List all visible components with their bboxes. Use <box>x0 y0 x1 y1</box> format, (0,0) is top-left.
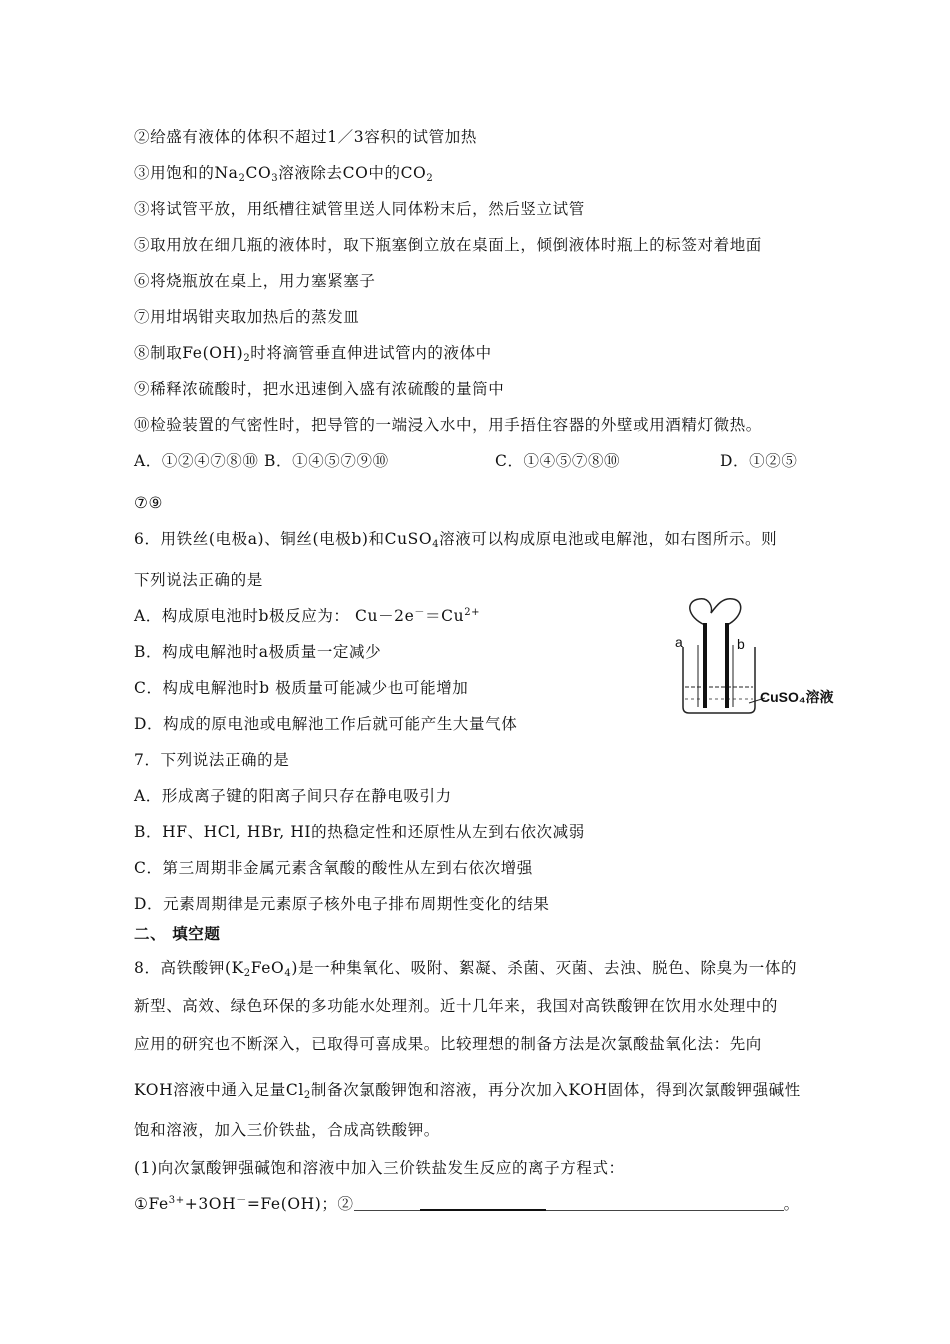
solution-label: CuSO₄溶液 <box>760 689 834 705</box>
item-7: ⑦用坩埚钳夹取加热后的蒸发皿 <box>134 308 360 326</box>
item-9: ⑨稀释浓硫酸时，把水迅速倒入盛有浓硫酸的量筒中 <box>134 380 505 398</box>
electrode-b-label: b <box>737 636 745 652</box>
q6-option-a: A．构成原电池时b极反应为： $Cu-2e^-=Cu^{2+}$ <box>134 607 481 625</box>
q8-line-2: 新型、高效、绿色环保的多功能水处理剂。近十几年来，我国对高铁酸钾在饮用水处理中的 <box>134 997 779 1015</box>
q6-option-d: D．构成的原电池或电解池工作后就可能产生大量气体 <box>134 715 518 733</box>
q7-option-b: B．HF、HCl, HBr, HI的热稳定性和还原性从左到右依次减弱 <box>134 823 585 841</box>
q5-option-c: C．①④⑤⑦⑧⑩ <box>495 452 621 470</box>
electrolytic-cell-figure <box>665 595 840 730</box>
q5-option-d-cont: ⑦⑨ <box>134 494 163 512</box>
q6-stem: 6．用铁丝(电极a)、铜丝(电极b)和CuSO$_4$溶液可以构成原电池或电解池，如右图所示。则 <box>134 530 778 550</box>
q7-option-c: C．第三周期非金属元素含氧酸的酸性从左到右依次增强 <box>134 859 533 877</box>
q8-line-1: 8．高铁酸钾$(K_2FeO_4)$是一种集氧化、吸附、絮凝、杀菌、灭菌、去浊、脱色、除臭为一体的 <box>134 959 798 979</box>
q8-line-4: KOH溶液中通入足量$Cl_2$制备次氯酸钾饱和溶液，再分次加入KOH固体，得到次氯酸钾强碱性 <box>134 1081 801 1101</box>
answer-blank[interactable] <box>354 1196 784 1211</box>
item-2: ②给盛有液体的体积不超过1／3容积的试管加热 <box>134 128 477 146</box>
section-heading: 二、 填空题 <box>134 924 221 943</box>
electrode-a-label: a <box>675 634 683 650</box>
q8-line-5: 饱和溶液，加入三价铁盐，合成高铁酸钾。 <box>134 1121 440 1139</box>
q6-stem-2: 下列说法正确的是 <box>134 571 263 589</box>
q5-option-ab: A．①②④⑦⑧⑩ B．①④⑤⑦⑨⑩ <box>134 452 389 470</box>
item-3a: ③用饱和的$Na_2CO_3$溶液除去CO中的$CO_2$ <box>134 164 434 184</box>
item-8: ⑧制取$Fe(OH)_2$时将滴管垂直伸进试管内的液体中 <box>134 344 492 364</box>
q8-line-6: (1)向次氯酸钾强碱饱和溶液中加入三价铁盐发生反应的离子方程式： <box>134 1159 625 1177</box>
q7-stem: 7．下列说法正确的是 <box>134 751 290 769</box>
cell-diagram <box>665 595 840 730</box>
q8-line-7: $①Fe^{3+}+3OH^-=Fe(OH)$；② 。 <box>134 1195 800 1213</box>
q8-line-3: 应用的研究也不断深入，已取得可喜成果。比较理想的制备方法是次氯酸盐氧化法：先向 <box>134 1035 762 1053</box>
item-10: ⑩检验装置的气密性时，把导管的一端浸入水中，用手捂住容器的外壁或用酒精灯微热。 <box>134 416 762 434</box>
item-5: ⑤取用放在细几瓶的液体时，取下瓶塞倒立放在桌面上，倾倒液体时瓶上的标签对着地面 <box>134 236 762 254</box>
item-6: ⑥将烧瓶放在桌上，用力塞紧塞子 <box>134 272 376 290</box>
q7-option-d: D．元素周期律是元素原子核外电子排布周期性变化的结果 <box>134 895 550 913</box>
q6-option-c: C．构成电解池时b 极质量可能减少也可能增加 <box>134 679 469 697</box>
q6-option-b: B．构成电解池时a极质量一定减少 <box>134 643 382 661</box>
q5-option-d: D．①②⑤ <box>720 452 798 470</box>
q7-option-a: A．形成离子键的阳离子间只存在静电吸引力 <box>134 787 452 805</box>
item-3b: ③将试管平放，用纸槽往斌管里送人同体粉末后，然后竖立试管 <box>134 200 585 218</box>
